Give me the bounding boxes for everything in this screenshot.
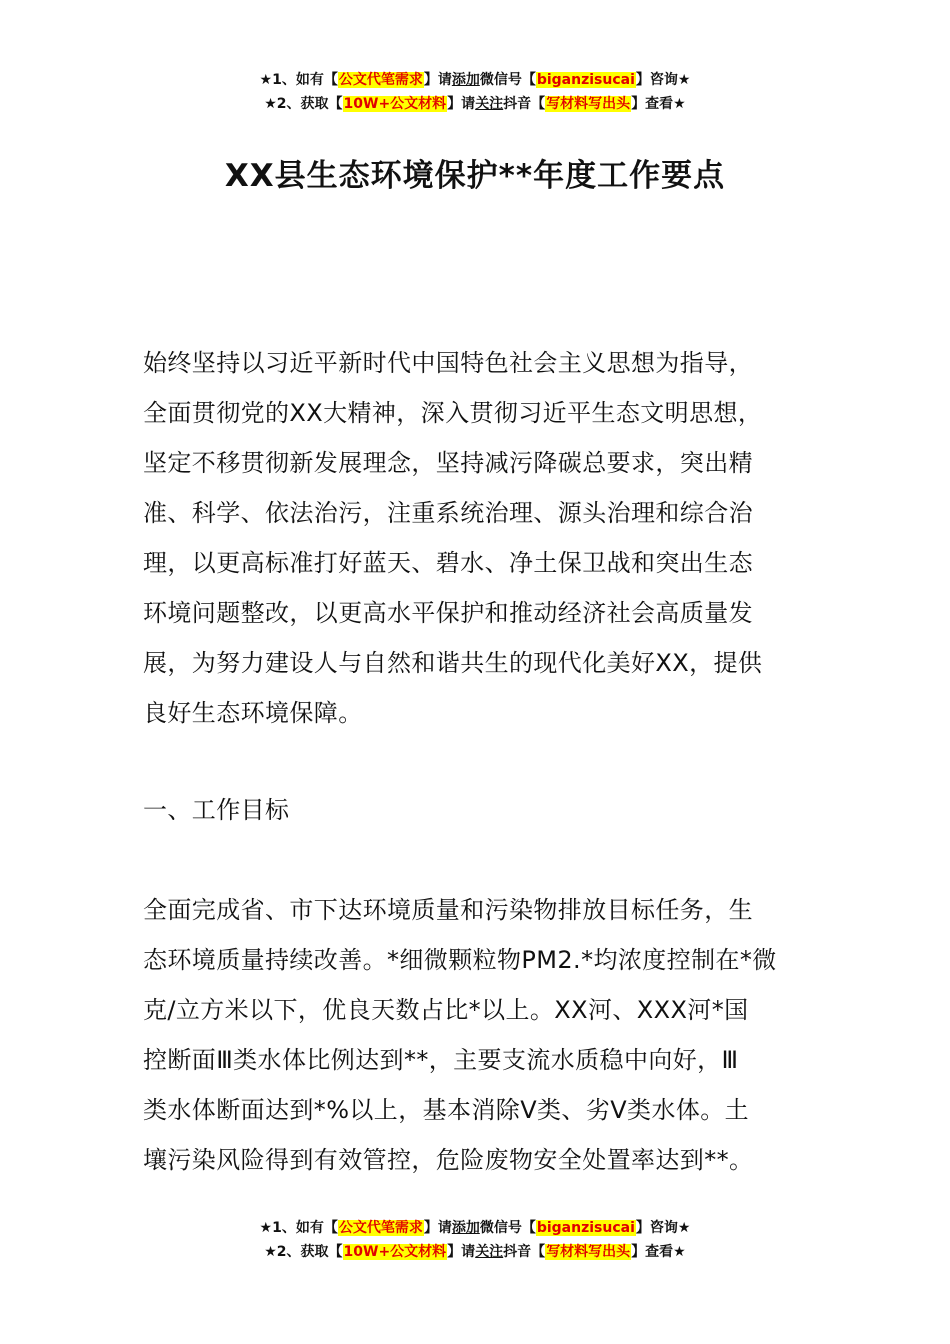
intro-paragraph bbox=[143, 338, 807, 738]
promo-text: 】咨询★ bbox=[635, 1220, 691, 1236]
promo-line-1 bbox=[0, 68, 950, 92]
section-heading: 一、工作目标 bbox=[143, 796, 290, 824]
promo-text: ★2、获取【 bbox=[264, 96, 343, 112]
document-title: XX县生态环境保护**年度工作要点 bbox=[224, 158, 726, 194]
promo-line-1 bbox=[0, 1216, 950, 1240]
promo-text: 】请 bbox=[423, 1220, 452, 1236]
promo-banner-top bbox=[0, 68, 950, 116]
promo-underline: 添加 bbox=[451, 1220, 480, 1236]
paragraph-line: 壤污染风险得到有效管控，危险废物安全处置率达到**。 bbox=[143, 1146, 754, 1174]
promo-text: ★1、如有【 bbox=[259, 72, 338, 88]
promo-banner-bottom bbox=[0, 1216, 950, 1264]
paragraph-line: 态环境质量持续改善。*细微颗粒物PM2.*均浓度控制在*微 bbox=[143, 946, 777, 974]
paragraph-line: 类水体断面达到*%以上，基本消除Ⅴ类、劣Ⅴ类水体。土 bbox=[143, 1096, 750, 1124]
promo-text: 抖音【 bbox=[503, 96, 546, 112]
paragraph-line: 始终坚持以习近平新时代中国特色社会主义思想为指导， bbox=[143, 349, 753, 377]
douyin-id-highlight: 写材料写出头 bbox=[546, 1244, 631, 1260]
paragraph-line: 展，为努力建设人与自然和谐共生的现代化美好XX，提供 bbox=[143, 649, 763, 677]
wechat-id-highlight: biganzisucai bbox=[536, 1220, 635, 1236]
promo-text: 】查看★ bbox=[631, 1244, 686, 1260]
promo-highlight: 10W+公文材料 bbox=[343, 1244, 447, 1260]
paragraph-line: 良好生态环境保障。 bbox=[143, 699, 363, 727]
promo-text: ★1、如有【 bbox=[259, 1220, 338, 1236]
promo-text: 抖音【 bbox=[503, 1244, 546, 1260]
paragraph-line: 坚定不移贯彻新发展理念，坚持减污降碳总要求，突出精 bbox=[143, 449, 753, 477]
goals-paragraph bbox=[143, 885, 807, 1185]
paragraph-line: 控断面Ⅲ类水体比例达到**，主要支流水质稳中向好，Ⅲ bbox=[143, 1046, 739, 1074]
promo-underline: 添加 bbox=[451, 72, 480, 88]
promo-line-2 bbox=[0, 92, 950, 116]
promo-text: 】咨询★ bbox=[635, 72, 691, 88]
promo-text: 】查看★ bbox=[631, 96, 686, 112]
paragraph-line: 全面完成省、市下达环境质量和污染物排放目标任务，生 bbox=[143, 896, 753, 924]
promo-underline: 关注 bbox=[475, 1244, 504, 1260]
promo-text: 】请 bbox=[423, 72, 452, 88]
promo-text: 微信号【 bbox=[479, 1220, 536, 1236]
paragraph-line: 准、科学、依法治污，注重系统治理、源头治理和综合治 bbox=[143, 499, 753, 527]
promo-underline: 关注 bbox=[475, 96, 504, 112]
promo-text: 】请 bbox=[447, 1244, 476, 1260]
paragraph-line: 克/立方米以下，优良天数占比*以上。XX河、XXX河*国 bbox=[143, 996, 749, 1024]
paragraph-line: 全面贯彻党的XX大精神，深入贯彻习近平生态文明思想， bbox=[143, 399, 763, 427]
promo-text: 微信号【 bbox=[479, 72, 536, 88]
promo-line-2 bbox=[0, 1240, 950, 1264]
promo-text: ★2、获取【 bbox=[264, 1244, 343, 1260]
paragraph-line: 环境问题整改，以更高水平保护和推动经济社会高质量发 bbox=[143, 599, 753, 627]
promo-text: 】请 bbox=[447, 96, 476, 112]
promo-highlight: 公文代笔需求 bbox=[338, 72, 423, 88]
paragraph-line: 理，以更高标准打好蓝天、碧水、净土保卫战和突出生态 bbox=[143, 549, 753, 577]
promo-highlight: 10W+公文材料 bbox=[343, 96, 447, 112]
promo-highlight: 公文代笔需求 bbox=[338, 1220, 423, 1236]
wechat-id-highlight: biganzisucai bbox=[536, 72, 635, 88]
douyin-id-highlight: 写材料写出头 bbox=[546, 96, 631, 112]
